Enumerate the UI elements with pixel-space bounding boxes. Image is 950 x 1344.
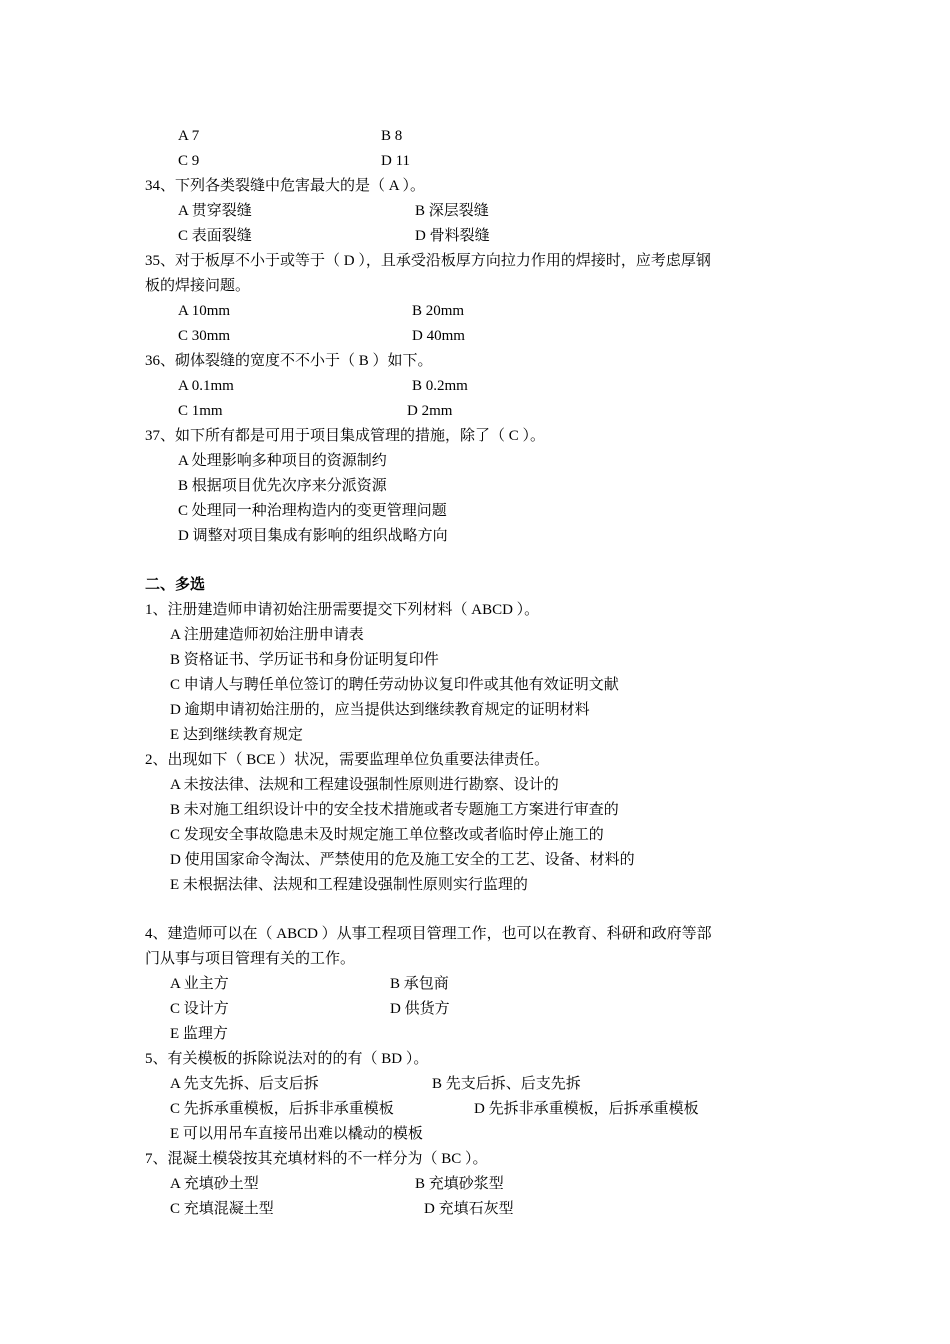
q37-option-b: B 根据项目优先次序来分派资源	[178, 478, 387, 494]
q35-option-b: B 20mm	[412, 303, 465, 319]
q37-option-d: D 调整对项目集成有影响的组织战略方向	[178, 528, 448, 544]
section-title-multiple-choice: 二、多选	[145, 577, 206, 593]
m4-option-d: D 供货方	[390, 1001, 450, 1017]
m2-option-a: A 未按法律、法规和工程建设强制性原则进行勘察、设计的	[170, 777, 559, 793]
m7-option-a: A 充填砂土型	[170, 1176, 259, 1192]
m4-stem-cont: 门从事与项目管理有关的工作。	[145, 951, 356, 967]
m1-option-b: B 资格证书、学历证书和身份证明复印件	[170, 652, 439, 668]
q36-stem: 36、砌体裂缝的宽度不不小于（ B ）如下。	[145, 353, 433, 369]
m7-option-c: C 充填混凝土型	[170, 1201, 274, 1217]
m5-option-d: D 先拆非承重模板，后拆承重模板	[474, 1101, 699, 1117]
q36-option-a: A 0.1mm	[178, 378, 234, 394]
m4-option-e: E 监理方	[170, 1026, 228, 1042]
q35-stem: 35、对于板厚不小于或等于（ D ），且承受沿板厚方向拉力作用的焊接时，应考虑厚钢	[145, 253, 711, 269]
m1-stem: 1、注册建造师申请初始注册需要提交下列材料（ ABCD ）。	[145, 602, 540, 618]
q34-option-d: D 骨料裂缝	[415, 228, 490, 244]
m5-option-c: C 先拆承重模板，后拆非承重模板	[170, 1101, 394, 1117]
m5-stem: 5、有关模板的拆除说法对的的有（ BD ）。	[145, 1051, 429, 1067]
q36-option-c: C 1mm	[178, 403, 223, 419]
m2-option-c: C 发现安全事故隐患未及时规定施工单位整改或者临时停止施工的	[170, 827, 604, 843]
m2-option-d: D 使用国家命令淘汰、严禁使用的危及施工安全的工艺、设备、材料的	[170, 852, 635, 868]
q34-option-c: C 表面裂缝	[178, 228, 252, 244]
m5-option-a: A 先支先拆、后支后拆	[170, 1076, 319, 1092]
m1-option-d: D 逾期申请初始注册的，应当提供达到继续教育规定的证明材料	[170, 702, 590, 718]
m4-stem: 4、建造师可以在（ ABCD ）从事工程项目管理工作，也可以在教育、科研和政府等部	[145, 926, 712, 942]
m4-option-c: C 设计方	[170, 1001, 229, 1017]
m5-option-e: E 可以用吊车直接吊出难以橇动的模板	[170, 1126, 423, 1142]
q36-option-d: D 2mm	[407, 403, 453, 419]
m7-stem: 7、混凝土模袋按其充填材料的不一样分为（ BC ）。	[145, 1151, 488, 1167]
q35-option-a: A 10mm	[178, 303, 231, 319]
q37-stem: 37、如下所有都是可用于项目集成管理的措施，除了（ C ）。	[145, 428, 546, 444]
q37-option-c: C 处理同一种治理构造内的变更管理问题	[178, 503, 447, 519]
q34-stem: 34、下列各类裂缝中危害最大的是（ A ）。	[145, 178, 426, 194]
m2-stem: 2、出现如下（ BCE ）状况，需要监理单位负重要法律责任。	[145, 752, 550, 768]
m1-option-c: C 申请人与聘任单位签订的聘任劳动协议复印件或其他有效证明文献	[170, 677, 619, 693]
q35-stem-cont: 板的焊接问题。	[145, 278, 251, 294]
m7-option-d: D 充填石灰型	[424, 1201, 514, 1217]
m1-option-a: A 注册建造师初始注册申请表	[170, 627, 364, 643]
q34-option-b: B 深层裂缝	[415, 203, 489, 219]
m5-option-b: B 先支后拆、后支先拆	[432, 1076, 581, 1092]
q34-option-a: A 贯穿裂缝	[178, 203, 252, 219]
m4-option-a: A 业主方	[170, 976, 229, 992]
m2-option-b: B 未对施工组织设计中的安全技术措施或者专题施工方案进行审查的	[170, 802, 619, 818]
q33-option-a: A 7	[178, 128, 200, 144]
m2-option-e: E 未根据法律、法规和工程建设强制性原则实行监理的	[170, 877, 528, 893]
q35-option-d: D 40mm	[412, 328, 465, 344]
q36-option-b: B 0.2mm	[412, 378, 468, 394]
q33-option-b: B 8	[381, 128, 403, 144]
q33-option-d: D 11	[381, 153, 411, 169]
q37-option-a: A 处理影响多种项目的资源制约	[178, 453, 387, 469]
q35-option-c: C 30mm	[178, 328, 231, 344]
m1-option-e: E 达到继续教育规定	[170, 727, 303, 743]
m7-option-b: B 充填砂浆型	[415, 1176, 504, 1192]
m4-option-b: B 承包商	[390, 976, 449, 992]
q33-option-c: C 9	[178, 153, 200, 169]
